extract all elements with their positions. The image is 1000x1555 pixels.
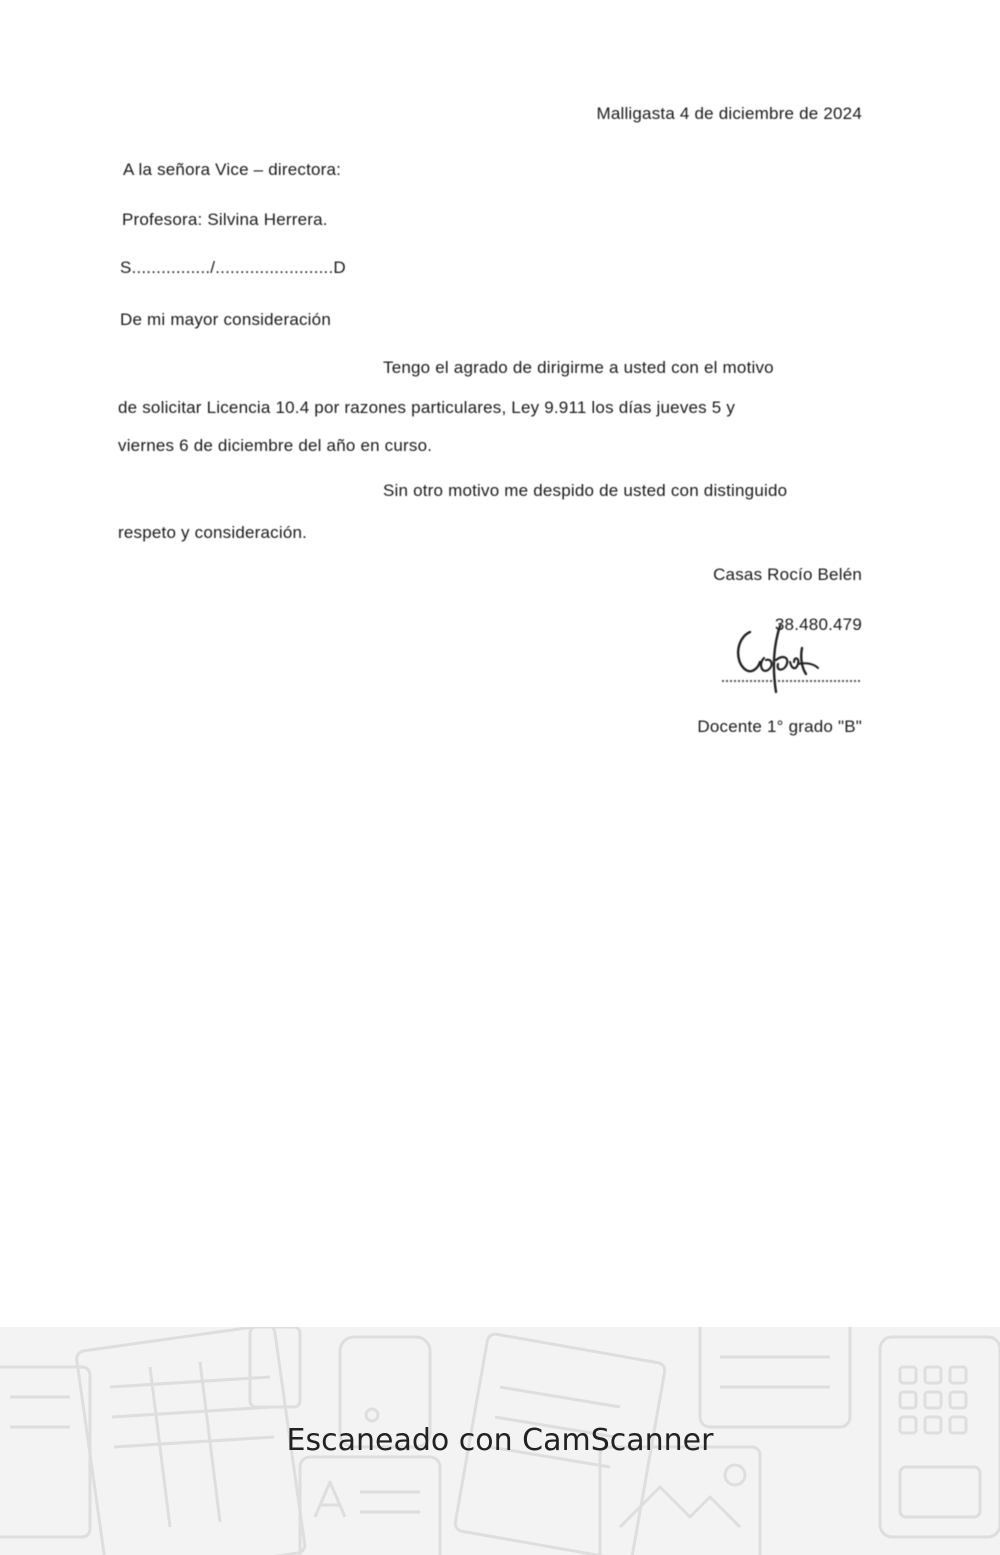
paragraph1-line1: Tengo el agrado de dirigirme a usted con el motivo [383,358,774,377]
paragraph2-line1: Sin otro motivo me despido de usted con distinguido [383,481,788,500]
signer-name: Casas Rocío Belén [713,565,862,584]
greeting: De mi mayor consideración [120,310,331,329]
signer-id: 38.480.479 [774,615,862,634]
recipient-title: A la señora Vice – directora: [123,160,342,179]
handwritten-signature [728,618,824,694]
letter-date: Malligasta 4 de diciembre de 2024 [596,104,862,123]
recipient-sd: S................/........................D [120,258,346,277]
signer-role: Docente 1° grado "B" [697,717,862,736]
recipient-name: Profesora: Silvina Herrera. [122,210,328,229]
paragraph2-line2: respeto y consideración. [118,523,308,542]
footer-brand-text: Escaneado con CamScanner [286,1423,714,1458]
camscanner-footer [0,1327,1000,1555]
paragraph1-line2: de solicitar Licencia 10.4 por razones particulares, Ley 9.911 los días jueves 5 y [118,398,736,417]
paragraph1-line3: viernes 6 de diciembre del año en curso. [118,436,433,455]
